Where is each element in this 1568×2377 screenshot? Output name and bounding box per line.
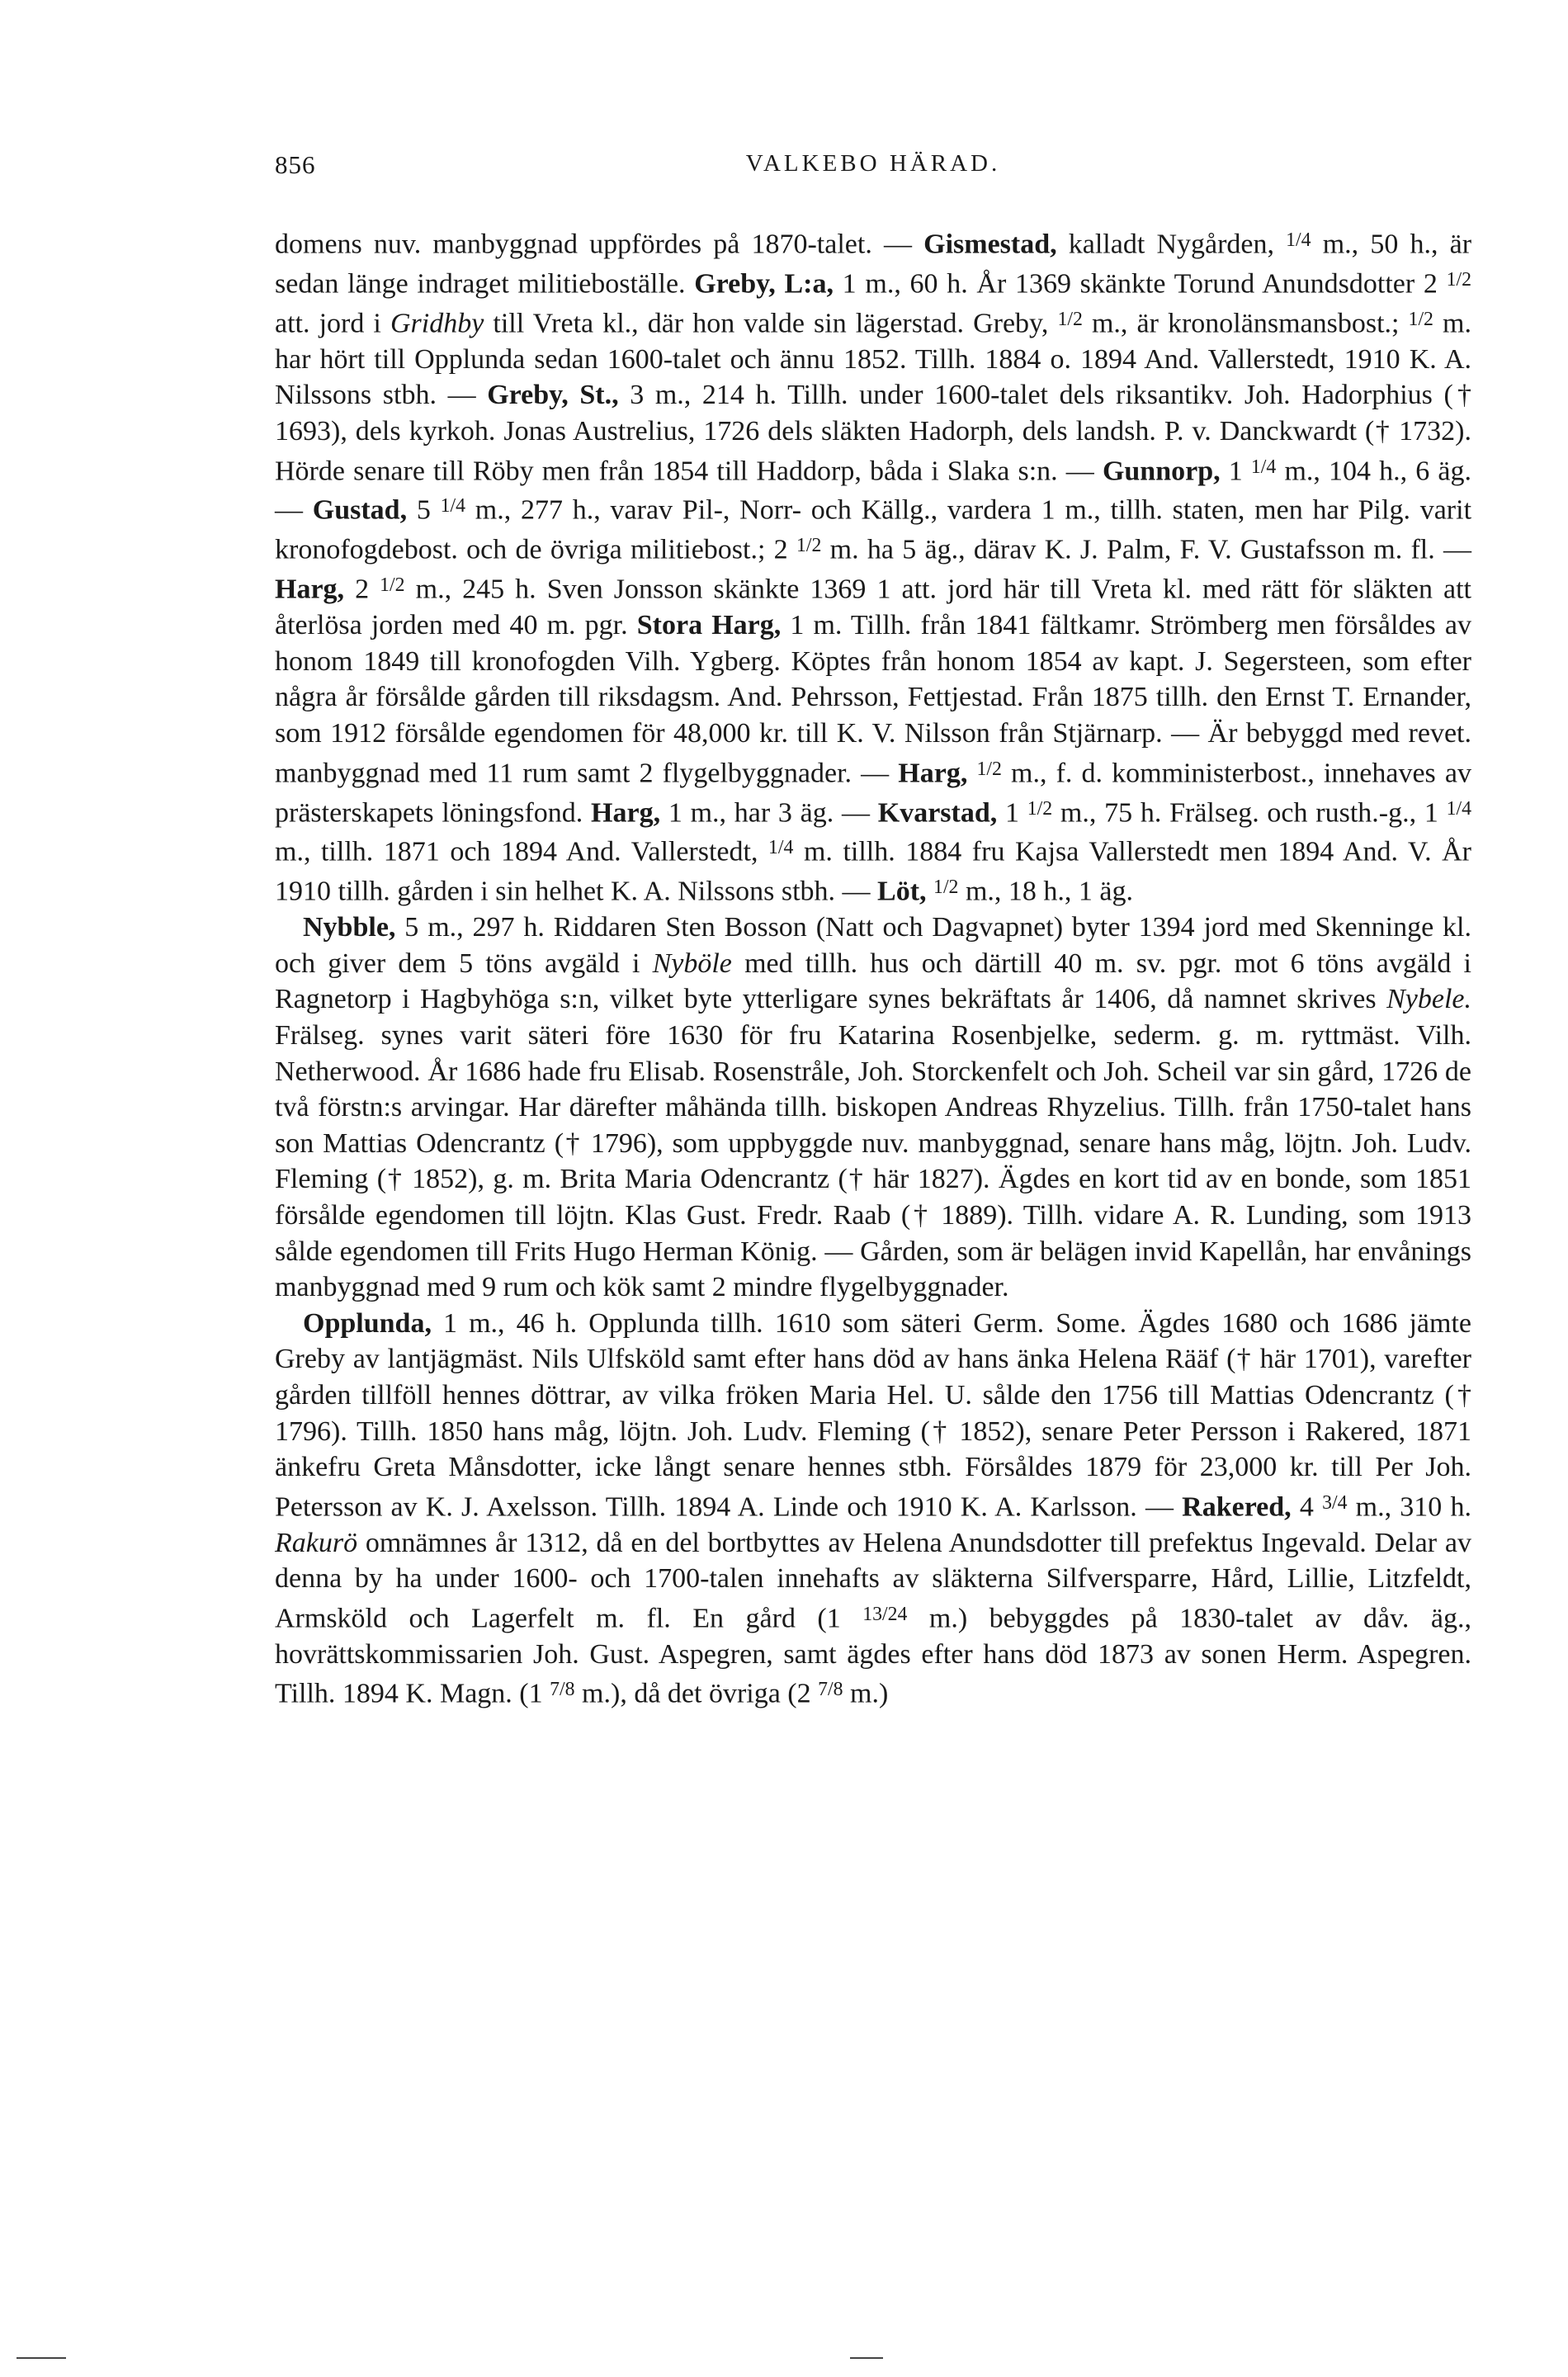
text-run: 1 m., har 3 äg. — bbox=[660, 796, 878, 828]
place-name: Gustad, bbox=[312, 494, 408, 526]
text-run: m. tillh. 1884 fru Kajsa Vallerstedt men 1894 And. V. År 1910 tillh. gården i sin helhet K. A. Nilssons stbh. — bbox=[275, 836, 1471, 907]
text-run: omnämnes år 1312, då en del bortbyttes av Helena Anundsdotter till prefektus Ingevald. Delar av denna by ha under 1600- och 1700-talen innehafts av släkterna Silfversparre, Hård, Lillie, Litzfeldt, Armsköld och Lagerfelt m. fl. En gård (1 bbox=[275, 1527, 1471, 1634]
place-name: Nybble, bbox=[303, 912, 396, 943]
text-run: till Vreta kl., där hon valde sin lägerstad. Greby, bbox=[484, 308, 1058, 339]
text-run: m., 50 h., är sedan länge indraget militieboställe. bbox=[275, 229, 1472, 300]
fraction: 1/2 bbox=[933, 877, 959, 899]
text-run: 4 bbox=[1291, 1491, 1323, 1523]
text-run: med tillh. hus och därtill 40 m. sv. pgr. mot 6 töns avgäld i Ragnetorp i Hagbyhöga s:n, vilket byte ytterligare synes bekräftats år 1406, då namnet skrives bbox=[275, 947, 1471, 1015]
fraction: 1/4 bbox=[768, 837, 794, 859]
text-run: m. har hört till Opplunda sedan 1600-talet och ännu 1852. Tillh. 1884 o. 1894 And. Vallerstedt, 1910 K. A. Nilssons stbh. — bbox=[275, 308, 1472, 411]
place-name: Löt, bbox=[877, 876, 927, 907]
text-run: m., 75 h. Frälseg. och rusth.-g., 1 bbox=[1052, 796, 1447, 828]
text-run: m., tillh. 1871 och 1894 And. Vallerstedt, bbox=[275, 836, 769, 867]
body-text bbox=[275, 223, 1471, 1712]
place-name: Rakered, bbox=[1182, 1491, 1292, 1523]
page-number: 856 bbox=[275, 150, 316, 179]
text-run: 5 m., 297 h. Riddaren Sten Bosson (Natt och Dagvapnet) byter 1394 jord med Skenninge kl. och giver dem 5 töns avgäld i bbox=[275, 912, 1471, 979]
place-name: Kvarstad, bbox=[877, 796, 998, 828]
fraction: 1/4 bbox=[1250, 456, 1277, 478]
text-run: Frälseg. synes varit säteri före 1630 för fru Katarina Rosenbjelke, sederm. g. m. ryttmäst. Vilh. Netherwood. År 1686 hade fru Elisab. Rosenstråle, Joh. Storckenfelt och Joh. Scheil var sin gård, 1726 de två förstn:s arvingar. Har därefter måhända tillh. biskopen Andreas Rhyzelius. Tillh. från 1750-talet hans son Mattias Odencrantz († 1796), som uppbyggde nuv. manbyggnad, senare hans måg, löjtn. Joh. Ludv. Fleming († 1852), g. m. Brita Maria Odencrantz († här 1827). Ägdes en kort tid av en bonde, som 1851 försålde egendomen till löjtn. Klas Gust. Fredr. Raab († 1889). Tillh. vidare A. R. Lunding, som 1913 sålde egendomen till Frits Hugo Herman König. — Gården, som är belägen invid Kapellån, har envånings manbyggnad med 9 rum och kök samt 2 mindre flygelbyggnader. bbox=[275, 1020, 1471, 1303]
text-run: 2 bbox=[344, 574, 380, 605]
text-run: 1 m., 46 h. Opplunda tillh. 1610 som säteri Germ. Some. Ägdes 1680 och 1686 jämte Greby av lantjägmäst. Nils Ulfsköld samt efter hans död av hans änka Helena Rääf († här 1701), varefter gården tillföll hennes döttrar, av vilka fröken Maria Hel. U. sålde den 1756 till Mattias Odencrantz († 1796). Tillh. 1850 hans måg, löjtn. Joh. Ludv. Fleming († 1852), senare Peter Persson i Rakered, 1871 änkefru Greta Månsdotter, icke långt senare hennes stbh. Försåldes 1879 för 23,000 kr. till Per Joh. Petersson av K. J. Axelsson. Tillh. 1894 A. Linde och 1910 K. A. Karlsson. — bbox=[275, 1307, 1471, 1523]
footer-rule-center bbox=[850, 2357, 883, 2359]
fraction: 1/2 bbox=[1057, 308, 1083, 330]
text-run: m., 277 h., varav Pil-, Norr- och Källg., vardera 1 m., tillh. staten, men har Pilg. varit kronofogdebost. och de övriga militiebost.; 2 bbox=[275, 494, 1472, 565]
fraction: 1/2 bbox=[1408, 308, 1433, 330]
italic-name: Rakurö bbox=[275, 1527, 358, 1558]
header-title: VALKEBO HÄRAD. bbox=[745, 150, 1001, 177]
fraction: 3/4 bbox=[1322, 1491, 1348, 1514]
text-run bbox=[927, 877, 934, 907]
fraction: 1/2 bbox=[796, 535, 822, 557]
place-name: Gismestad, bbox=[923, 229, 1057, 260]
place-name: Harg, bbox=[591, 796, 661, 828]
place-name: Greby, St., bbox=[487, 380, 619, 411]
italic-name: Gridhby bbox=[390, 308, 484, 339]
text-run: m., är kronolänsmansbost.; bbox=[1082, 308, 1409, 339]
text-run: m., 18 h., 1 äg. bbox=[958, 876, 1134, 907]
italic-name: Nybele. bbox=[1386, 984, 1471, 1015]
running-head bbox=[275, 150, 1471, 183]
fraction: 1/2 bbox=[1446, 268, 1472, 291]
text-run: m.) bbox=[843, 1678, 889, 1709]
text-run: att. jord i bbox=[275, 308, 390, 339]
paragraph-opplunda bbox=[275, 1306, 1471, 1713]
paragraph-greby-gismestad bbox=[275, 223, 1471, 910]
text-run bbox=[967, 758, 976, 788]
text-run: m., 245 h. Sven Jonsson skänkte 1369 1 att. jord här till Vreta kl. med rätt för släkten att återlösa jorden med 40 m. pgr. bbox=[275, 574, 1472, 641]
paragraph-nybble bbox=[275, 910, 1471, 1306]
text-run: m.) bebyggdes på 1830-talet av dåv. äg., hovrättskommissarien Joh. Gust. Aspegren, samt ägdes efter hans död 1873 av sonen Herm. Aspegren. Tillh. 1894 K. Magn. (1 bbox=[275, 1603, 1471, 1709]
text-run: m.), då det övriga (2 bbox=[574, 1678, 819, 1709]
place-name: Opplunda, bbox=[303, 1307, 432, 1339]
place-name: Harg, bbox=[898, 757, 968, 788]
fraction: 1/4 bbox=[440, 495, 466, 517]
fraction: 1/4 bbox=[1446, 797, 1472, 820]
text-run: m., 104 h., 6 äg. — bbox=[275, 455, 1471, 526]
fraction: 7/8 bbox=[818, 1679, 843, 1701]
text-run: 1 bbox=[997, 796, 1027, 828]
text-run: kalladt Nygården, bbox=[1056, 229, 1287, 260]
text-run: domens nuv. manbyggnad uppfördes på 1870-talet. — bbox=[275, 229, 924, 260]
place-name: Greby, L:a, bbox=[694, 268, 834, 300]
italic-name: Nyböle bbox=[652, 947, 732, 979]
place-name: Stora Harg, bbox=[636, 610, 782, 641]
place-name: Gunnorp, bbox=[1102, 455, 1221, 486]
fraction: 1/4 bbox=[1286, 229, 1311, 251]
footer-rule-left bbox=[17, 2357, 66, 2359]
text-run: m., 310 h. bbox=[1347, 1491, 1471, 1523]
fraction: 13/24 bbox=[862, 1603, 908, 1625]
text-run: 1 m., 60 h. År 1369 skänkte Torund Anundsdotter 2 bbox=[833, 268, 1447, 300]
text-run: 5 bbox=[407, 494, 441, 526]
text-run: m., f. d. komministerbost., innehaves av prästerskapets löningsfond. bbox=[275, 757, 1471, 828]
fraction: 1/2 bbox=[976, 758, 1002, 780]
fraction: 7/8 bbox=[550, 1679, 575, 1701]
text-run: 1 m. Tillh. från 1841 fältkamr. Strömberg men försåldes av honom 1849 till kronofogden Vilh. Ygberg. Köptes från honom 1854 av kapt. J. Segersteen, som efter några år försålde gården till riksdagsm. And. Pehrsson, Fettjestad. Från 1875 tillh. den Ernst T. Ernander, som 1912 försålde egendomen för 48,000 kr. till K. V. Nilsson från Stjärnarp. — Är bebyggd med revet. manbyggnad med 11 rum samt 2 flygelbyggnader. — bbox=[275, 610, 1472, 788]
text-run: 3 m., 214 h. Tillh. under 1600-talet dels riksantikv. Joh. Hadorphius († 1693), dels kyrkoh. Jonas Austrelius, 1726 dels släkten Hadorph, dels landsh. P. v. Danckwardt († 1732). Hörde senare till Röby men från 1854 till Haddorp, båda i Slaka s:n. — bbox=[275, 380, 1471, 486]
fraction: 1/2 bbox=[380, 574, 405, 597]
text-run: 1 bbox=[1220, 455, 1251, 486]
fraction: 1/2 bbox=[1027, 797, 1053, 820]
place-name: Harg, bbox=[275, 574, 345, 605]
text-run: m. ha 5 äg., därav K. J. Palm, F. V. Gustafsson m. fl. — bbox=[821, 534, 1471, 565]
